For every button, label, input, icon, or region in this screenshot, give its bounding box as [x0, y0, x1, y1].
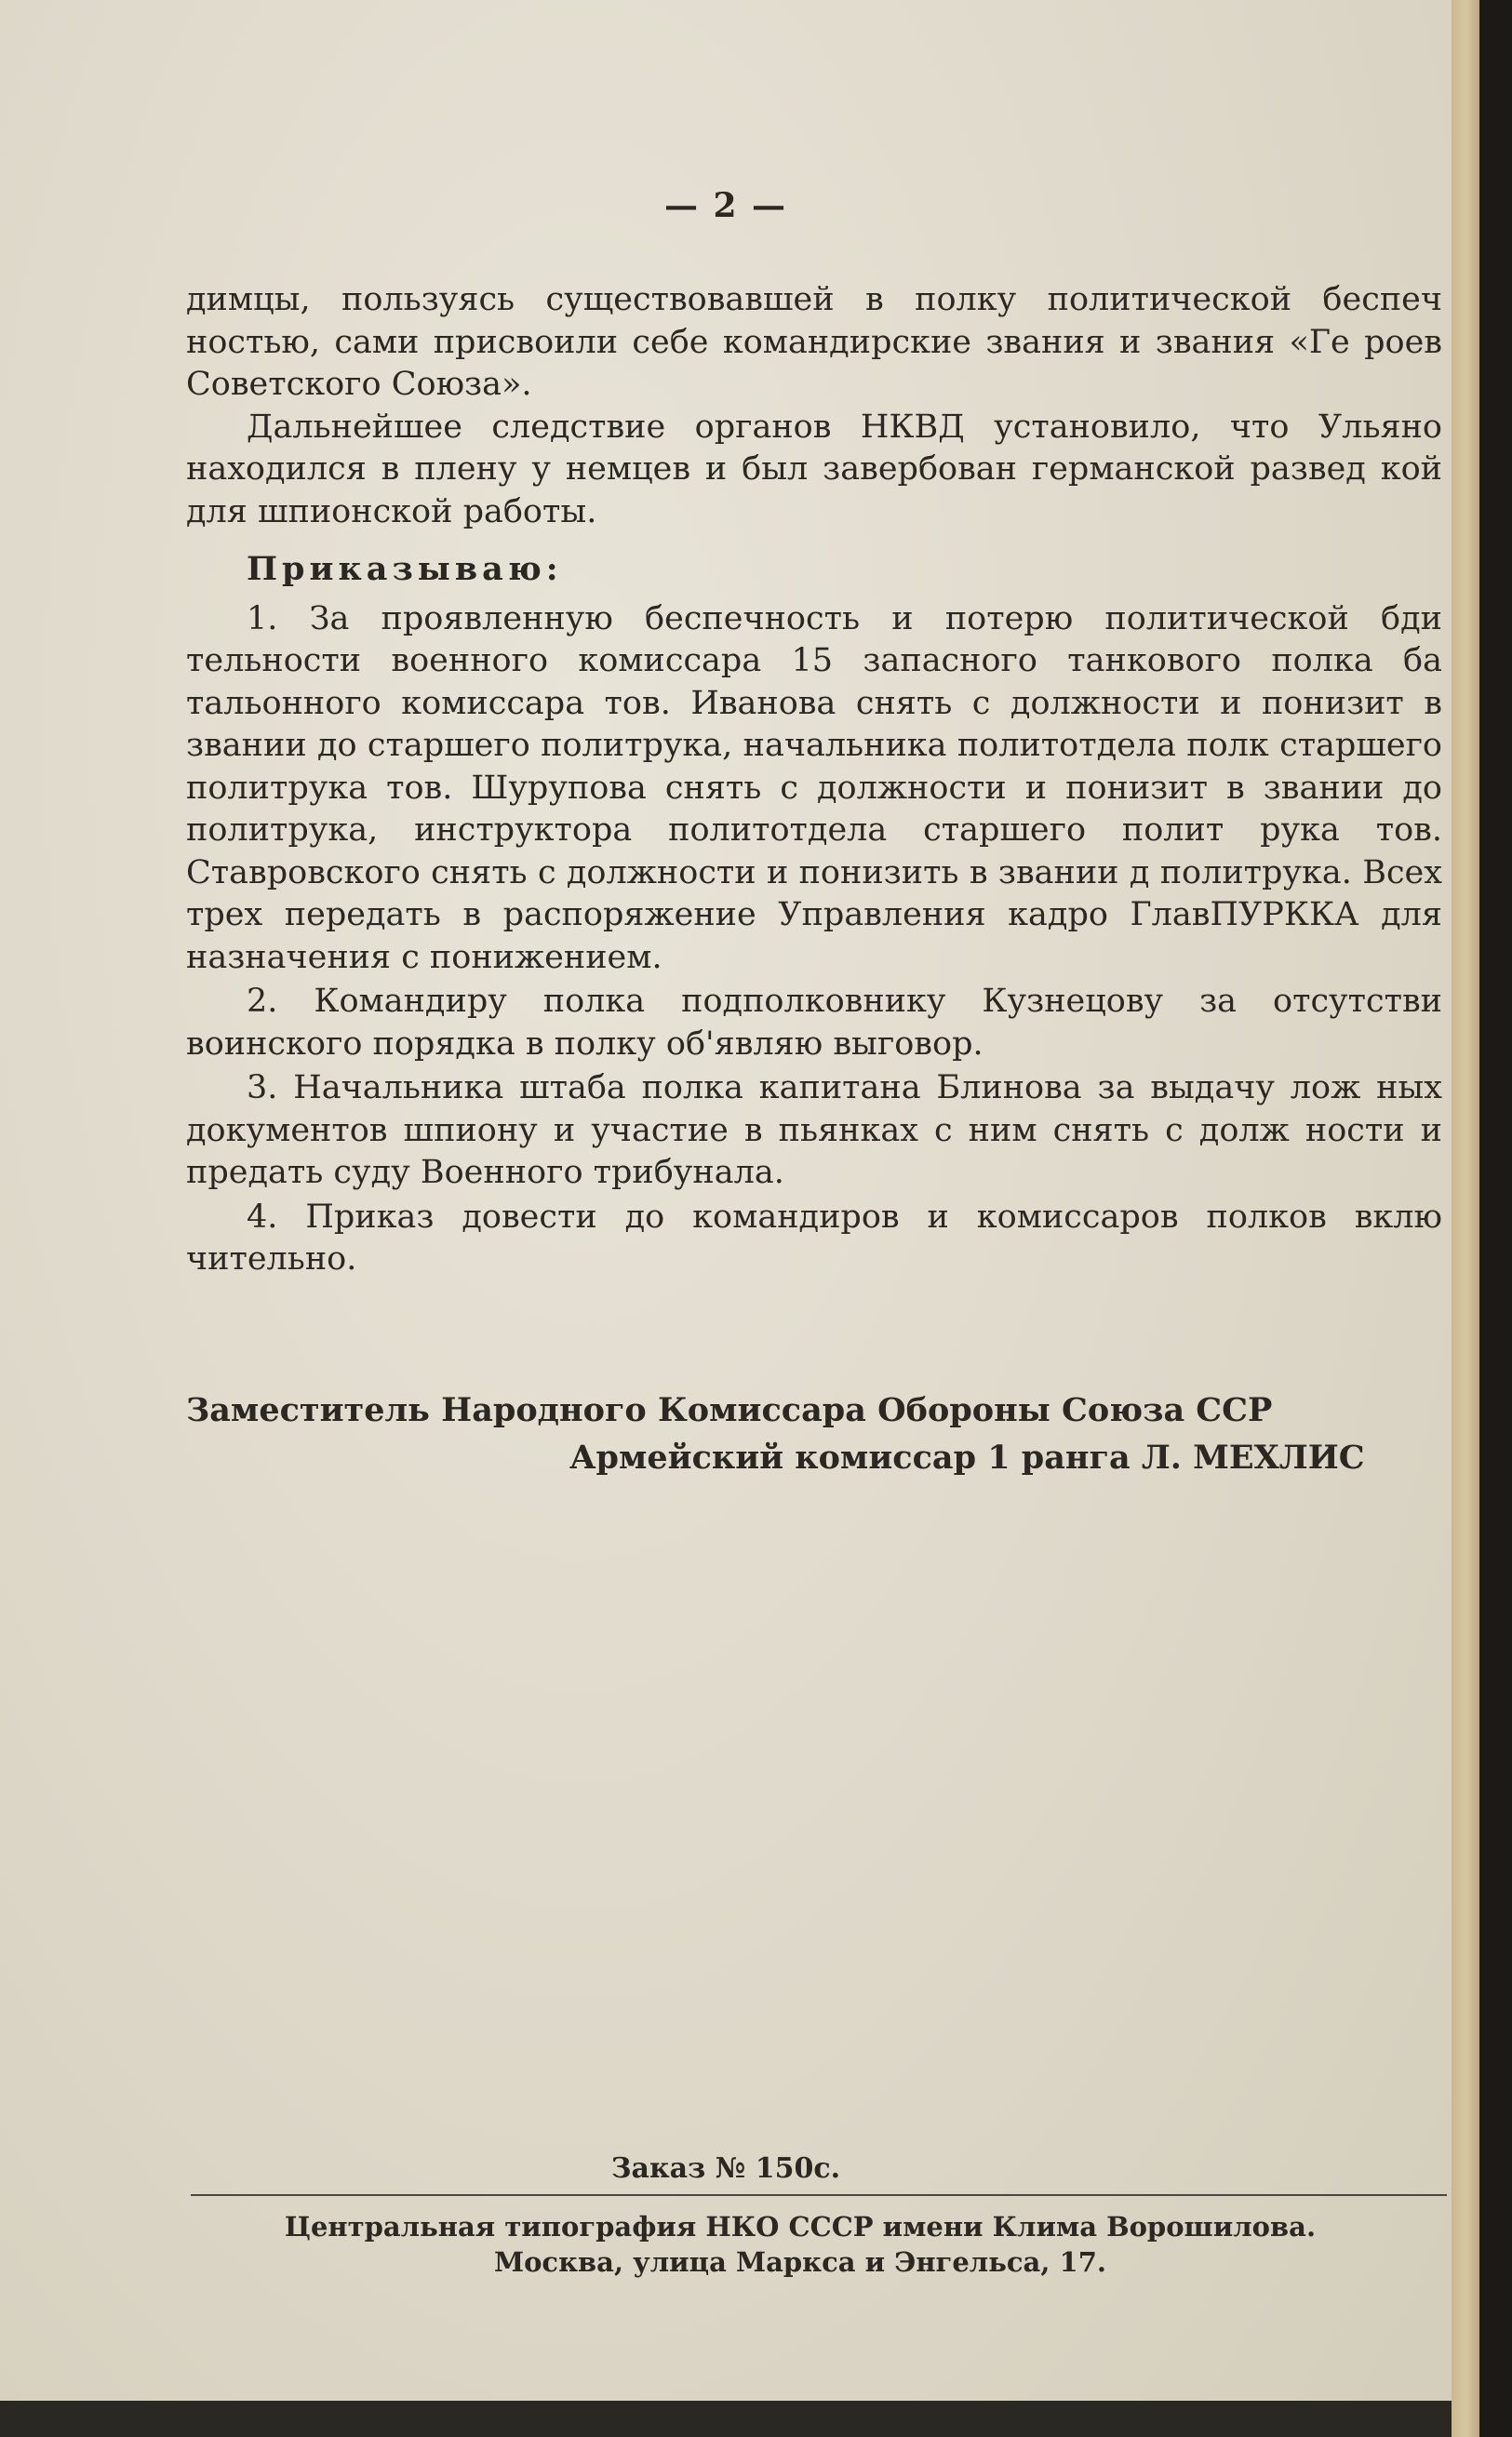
paragraph-1: димцы, пользуясь существовавшей в полку политической беспеч ностью, сами присвоили себе командирские звания и звания «Ге роев Советского Союза». — [186, 281, 1442, 403]
order-item-4: 4. Приказ довести до командиров и комиссаров полков вклю чительно. — [186, 1198, 1442, 1278]
order-number: Заказ № 150с. — [610, 2152, 841, 2185]
order-item-2: 2. Командиру полка подполковнику Кузнецову за отсутстви воинского порядка в полку об'являю выговор. — [186, 983, 1442, 1063]
scan-border-right — [1479, 0, 1512, 2437]
order-item-3: 3. Начальника штаба полка капитана Блинова за выдачу лож ных документов шпиону и участие в пьянках с ним снять с долж ности и предать суду Военного трибунала. — [186, 1069, 1442, 1191]
order-item-1: 1. За проявленную беспечность и потерю политической бди тельности военного комиссара 15 запасного танкового полка ба тальонного комиссара тов. Иванова снять с должности и понизит в звании до старшего политрука, начальника политотдела полк старшего политрука тов. Шурупова снять с должности и понизит в звании до политрука, инструктора политотдела старшего полит рука тов. Ставровского снять с должности и понизить в звании д политрука. Всех трех передать в распоряжение Управления кадро ГлавПУРККА для назначения с понижением. — [186, 599, 1442, 976]
imprint-line-1: Центральная типография НКО СССР имени Клима Ворошилова. — [284, 2211, 1317, 2243]
document-body — [186, 279, 1442, 1281]
paragraph-2: Дальнейшее следствие органов НКВД установило, что Ульяно находился в плену у немцев и был завербован германской развед кой для шпионской работы. — [186, 408, 1442, 530]
signature-title: Заместитель Народного Комиссара Обороны Союза ССР — [186, 1391, 1273, 1429]
signature-name: Армейский комиссар 1 ранга Л. МЕХЛИС — [569, 1439, 1365, 1477]
scan-border-bottom — [0, 2401, 1452, 2437]
divider-rule — [191, 2194, 1447, 2196]
order-heading: Приказываю: — [247, 550, 563, 588]
page-edge — [1452, 0, 1479, 2437]
page-number: — 2 — — [663, 186, 788, 225]
imprint-line-2: Москва, улица Маркса и Энгельса, 17. — [493, 2246, 1106, 2278]
